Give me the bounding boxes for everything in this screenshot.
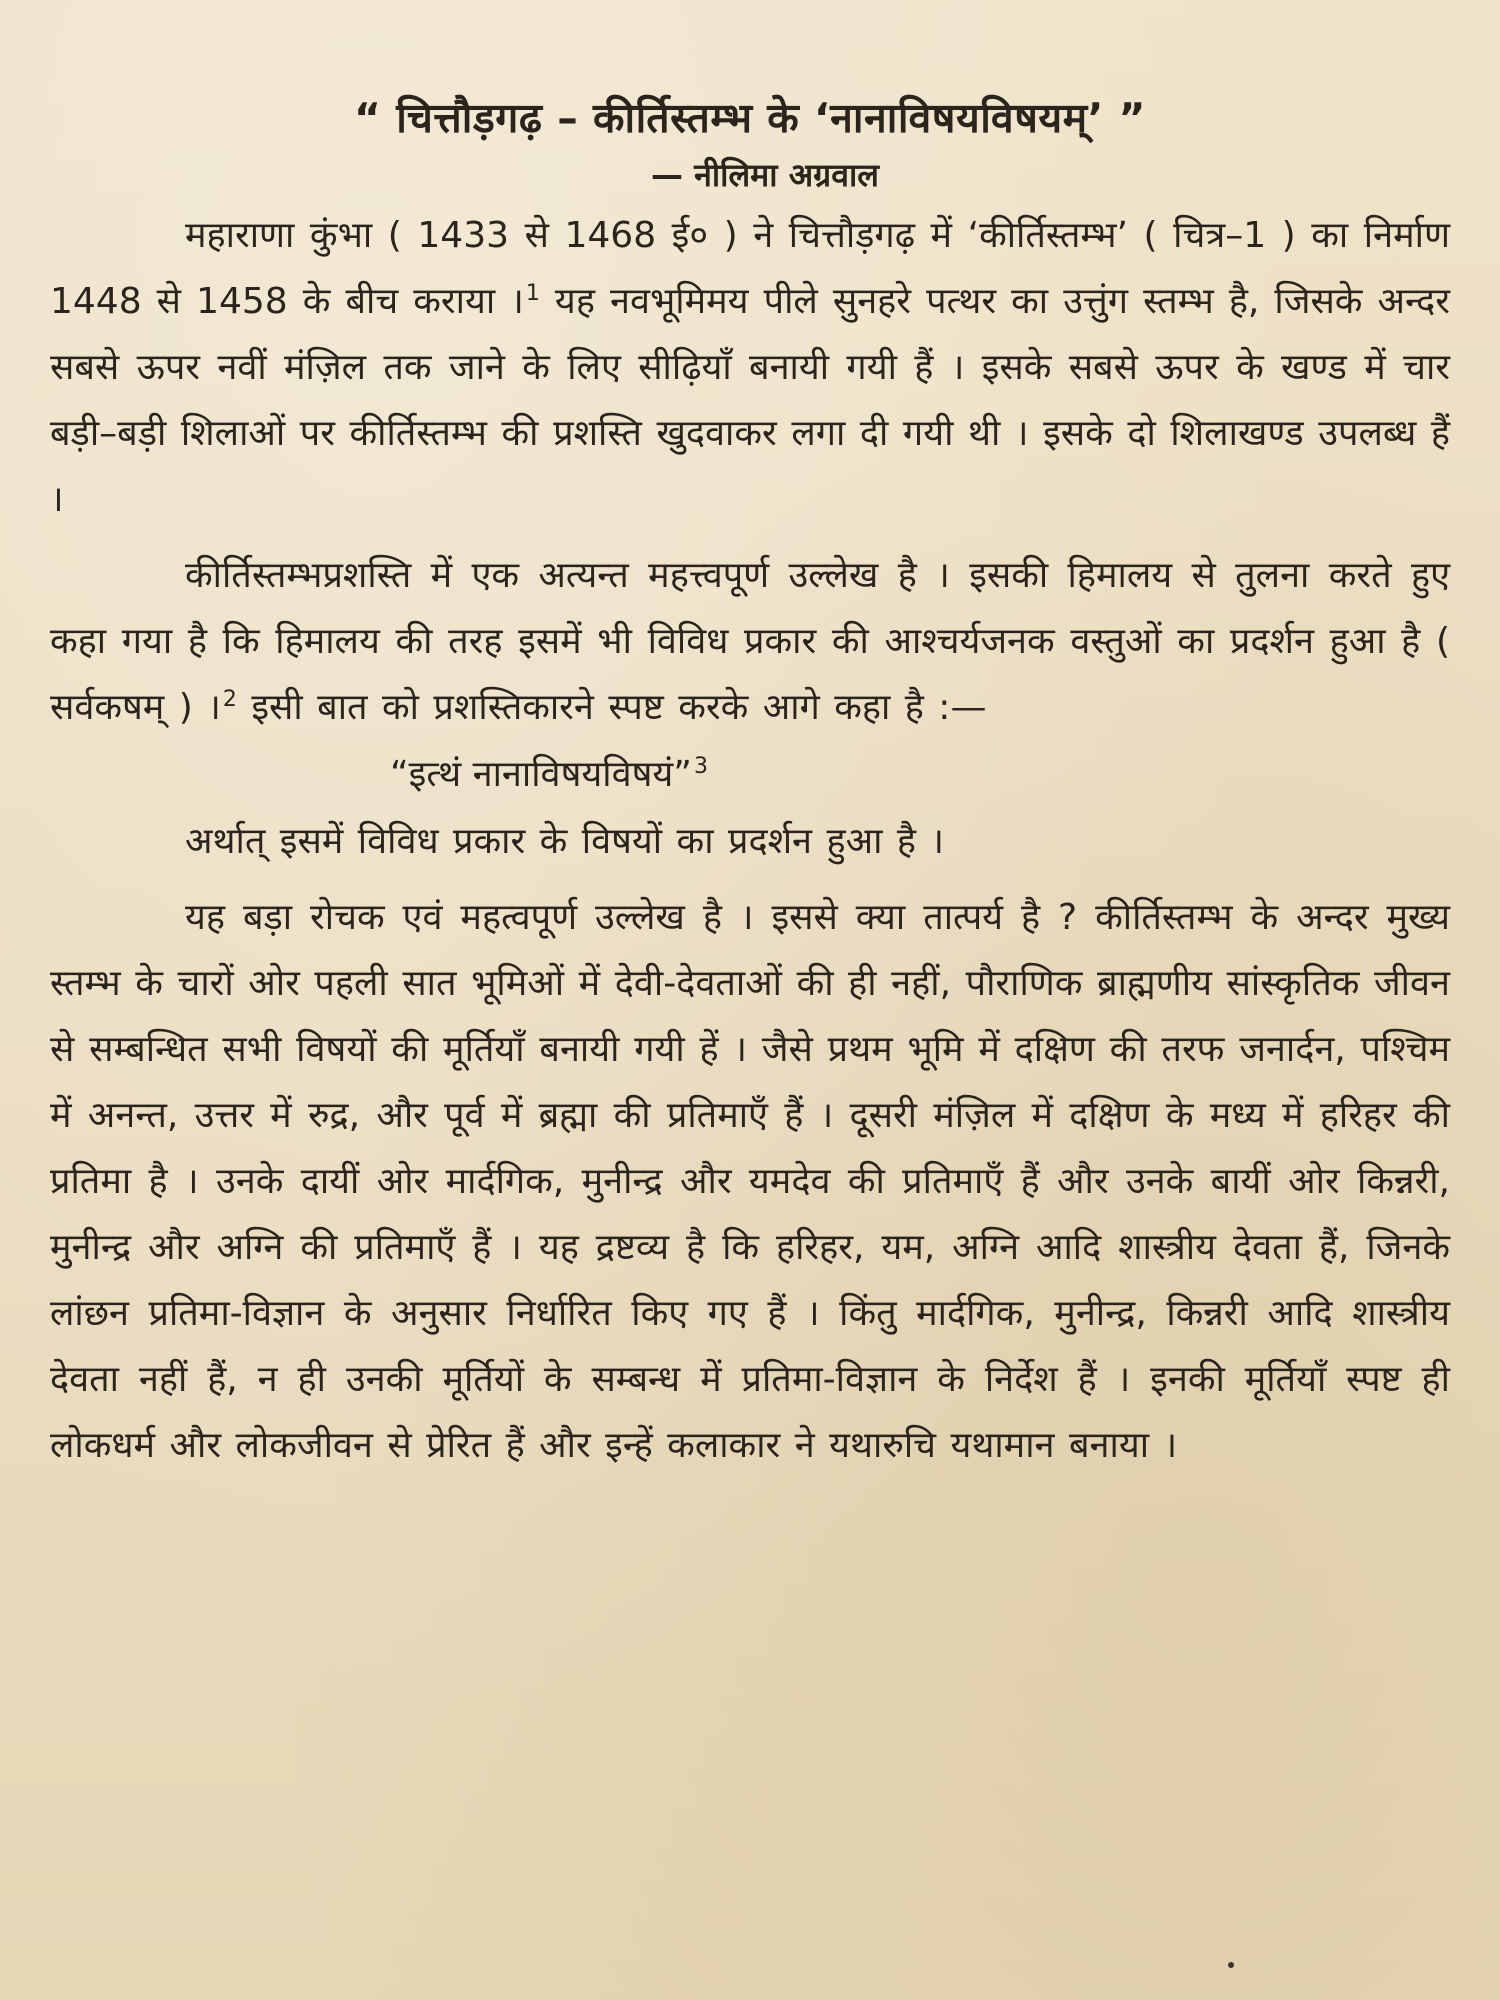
paragraph-1 [50,203,1450,533]
print-speck [1228,1962,1234,1968]
footnote-ref-3: 3 [693,754,708,779]
footnote-ref-2: 2 [222,687,237,712]
paragraph-2-text: कीर्तिस्तम्भप्रशस्ति में एक अत्यन्त महत्त्वपूर्ण उल्लेख है । इसकी हिमालय से तुलना करते हुए कहा गया है कि हिमालय की तरह इसमें भी विविध प्रकार की आश्चर्यजनक वस्तुओं का प्रदर्शन हुआ है ( सर्वकषम् ) । [50,555,1450,728]
footnote-ref-1: 1 [525,281,540,306]
quote-text: “इत्थं नानाविषयविषयं” [390,754,692,795]
paragraph-meaning: अर्थात् इसमें विविध प्रकार के विषयों का प्रदर्शन हुआ है । [185,821,945,862]
article-title: “ चित्तौड़गढ़ – कीर्तिस्तम्भ के ‘नानाविषयविषयम्’ ” [354,94,1146,142]
paragraph-1-text: महाराणा कुंभा ( 1433 से 1468 ई० ) ने चित्तौड़गढ़ में ‘कीर्तिस्तम्भ’ ( चित्र–1 ) का निर्माण 1448 से 1458 के बीच कराया । [50,215,1450,322]
author-line: — नीलिमा अग्रवाल [650,156,879,194]
paragraph-3: यह बड़ा रोचक एवं महत्वपूर्ण उल्लेख है । इससे क्या तात्पर्य है ? कीर्तिस्तम्भ के अन्दर मुख्य स्तम्भ के चारों ओर पहली सात भूमिओं में देवी-देवताओं की ही नहीं, पौराणिक ब्राह्मणीय सांस्कृतिक जीवन से सम्बन्धित सभी विषयों की मूर्तियाँ बनायी गयी हें । जैसे प्रथम भूमि में दक्षिण की तरफ जनार्दन, पश्चिम में अनन्त, उत्तर में रुद्र, और पूर्व में ब्रह्मा की प्रतिमाएँ हैं । दूसरी मंज़िल में दक्षिण के मध्य में हरिहर की प्रतिमा है । उनके दायीं ओर मार्दगिक, मुनीन्द्र और यमदेव की प्रतिमाएँ हैं और उनके बायीं ओर किन्नरी, मुनीन्द्र और अग्नि की प्रतिमाएँ हैं । यह द्रष्टव्य है कि हरिहर, यम, अग्नि आदि शास्त्रीय देवता हैं, जिनके लांछन प्रतिमा-विज्ञान के अनुसार निर्धारित किए गए हैं । किंतु मार्दगिक, मुनीन्द्र, किन्नरी आदि शास्त्रीय देवता नहीं हैं, न ही उनकी मूर्तियों के सम्बन्ध में प्रतिमा-विज्ञान के निर्देश हैं । इनकी मूर्तियाँ स्पष्ट ही लोकधर्म और लोकजीवन से प्रेरित हैं और इन्हें कलाकार ने यथारुचि यथामान बनाया । [50,897,1450,1466]
sanskrit-quote [50,741,1450,809]
paragraph-1-text-continued: यह नवभूमिमय पीले सुनहरे पत्थर का उत्तुंग स्तम्भ है, जिसके अन्दर सबसे ऊपर नवीं मंज़िल तक जाने के लिए सीढ़ियाँ बनायी गयी हैं । इसके सबसे ऊपर के खण्ड में चार बड़ी–बड़ी शिलाओं पर कीर्तिस्तम्भ की प्रशस्ति खुदवाकर लगा दी गयी थी । इसके दो शिलाखण्ड उपलब्ध हैं । [50,281,1450,520]
paragraph-2-text-continued: इसी बात को प्रशस्तिकारने स्पष्ट करके आगे कहा है :— [236,687,987,728]
paragraph-2 [50,543,1450,741]
